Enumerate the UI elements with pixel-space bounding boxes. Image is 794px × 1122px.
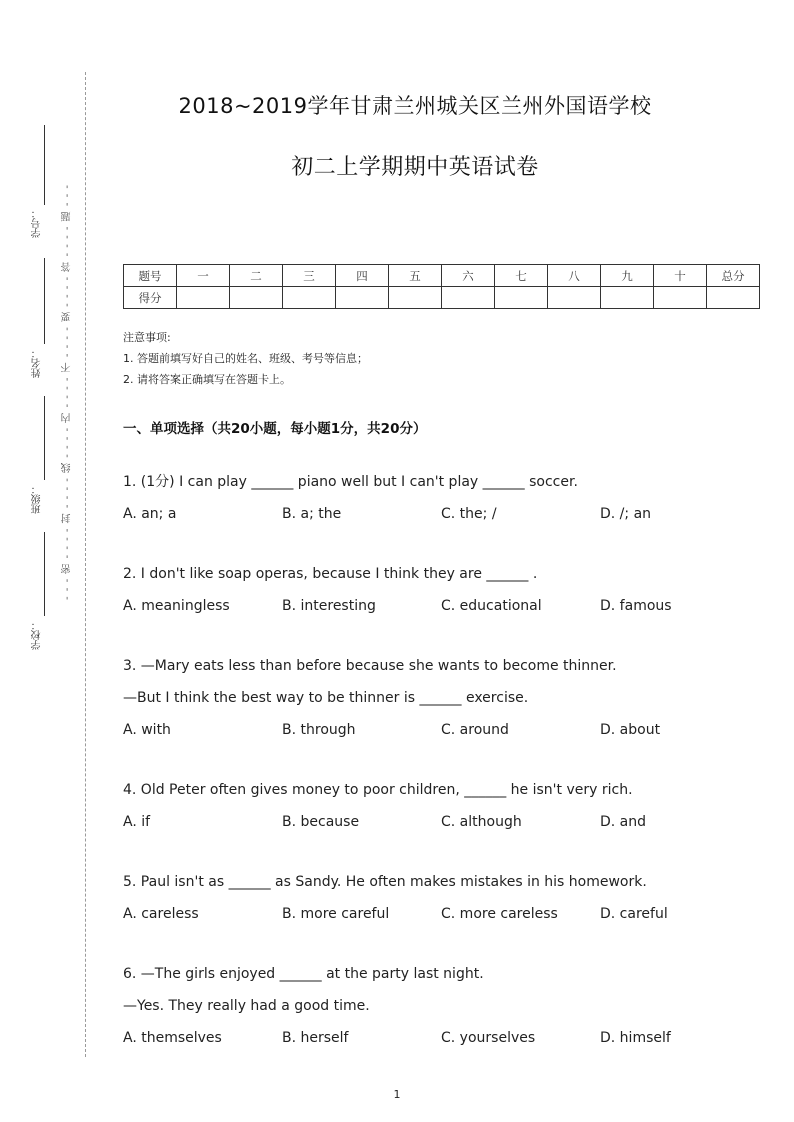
option-c: C. although [441,814,522,830]
question-options [123,714,763,746]
score-cell: 十 [654,265,707,287]
question-5 [123,866,763,930]
option-a: A. meaningless [123,598,230,614]
question-4 [123,774,763,838]
score-blank-cell [495,287,548,309]
option-a: A. an; a [123,506,177,522]
score-blank-cell [654,287,707,309]
question-text: —But I think the best way to be thinner is ______ exercise. [123,690,529,706]
school-write-line [44,532,45,616]
option-c: C. educational [441,598,542,614]
option-b: B. interesting [282,598,376,614]
seal-line-text: - - - 密 - - - - 封 - - - - 线 - - - - 内 - - - - 不 - - - - 要 - - - - 答 - - - - 题 - - - [62,183,73,600]
id-write-line [44,125,45,205]
question-text: 3. —Mary eats less than before because she wants to become thinner. [123,658,617,674]
option-d: D. careful [600,906,668,922]
score-blank-cell [442,287,495,309]
option-b: B. a; the [282,506,342,522]
score-blank-cell [707,287,760,309]
option-c: C. the; / [441,506,497,522]
notes-item: 1. 答题前填写好自己的姓名、班级、考号等信息； [123,352,368,365]
score-cell: 题号 [124,265,177,287]
class-label: 班级： [32,484,43,514]
score-cell: 三 [283,265,336,287]
score-cell: 六 [442,265,495,287]
question-options [123,590,763,622]
option-d: D. /; an [600,506,652,522]
score-blank-cell [389,287,442,309]
question-text: 2. I don't like soap operas, because I think they are ______ . [123,566,538,582]
score-blank-cell [283,287,336,309]
exam-title: 2018~2019学年甘肃兰州城关区兰州外国语学校 [178,94,652,118]
score-cell: 四 [336,265,389,287]
score-cell: 二 [230,265,283,287]
option-a: A. if [123,814,151,830]
score-blank-cell [177,287,230,309]
page-number: 1 [393,1088,401,1101]
option-d: D. about [600,722,661,738]
name-label: 姓名： [32,348,43,378]
notes [123,327,368,390]
class-write-line [44,396,45,480]
question-text: 5. Paul isn't as ______ as Sandy. He often makes mistakes in his homework. [123,874,647,890]
option-b: B. because [282,814,360,830]
question-2 [123,558,763,622]
question-options [123,1022,763,1054]
score-cell: 九 [601,265,654,287]
score-blank-cell [336,287,389,309]
score-cell: 五 [389,265,442,287]
notes-item: 2. 请将答案正确填写在答题卡上。 [123,373,291,386]
score-row-label: 得分 [124,287,177,309]
score-table [123,264,760,309]
question-text: 6. —The girls enjoyed ______ at the party last night. [123,966,484,982]
school-label: 学校： [32,620,43,650]
option-b: B. herself [282,1030,349,1046]
score-table-header-row [124,265,760,287]
question-3 [123,650,763,746]
score-cell: 一 [177,265,230,287]
cut-line [85,72,86,1057]
binding-margin [0,0,95,1122]
notes-heading: 注意事项: [123,331,171,344]
option-a: A. careless [123,906,199,922]
question-options [123,898,763,930]
score-cell: 总分 [707,265,760,287]
question-options [123,498,763,530]
option-d: D. himself [600,1030,671,1046]
question-text: 4. Old Peter often gives money to poor children, ______ he isn't very rich. [123,782,633,798]
score-table-score-row [124,287,760,309]
score-cell: 七 [495,265,548,287]
score-cell: 八 [548,265,601,287]
option-a: A. with [123,722,171,738]
option-d: D. famous [600,598,672,614]
option-c: C. yourselves [441,1030,536,1046]
question-6 [123,958,763,1054]
exam-subtitle: 初二上学期期中英语试卷 [291,155,539,180]
question-text: 1. (1分) I can play ______ piano well but I can't play ______ soccer. [123,474,578,490]
option-a: A. themselves [123,1030,222,1046]
id-label: 学号： [32,208,43,238]
question-options [123,806,763,838]
question-1 [123,466,763,530]
option-d: D. and [600,814,647,830]
option-c: C. around [441,722,509,738]
score-blank-cell [230,287,283,309]
option-b: B. more careful [282,906,390,922]
question-text: —Yes. They really had a good time. [123,998,370,1014]
name-write-line [44,258,45,344]
score-blank-cell [601,287,654,309]
option-b: B. through [282,722,356,738]
section-title: 一、单项选择（共20小题，每小题1分，共20分） [123,421,427,437]
option-c: C. more careless [441,906,558,922]
score-blank-cell [548,287,601,309]
